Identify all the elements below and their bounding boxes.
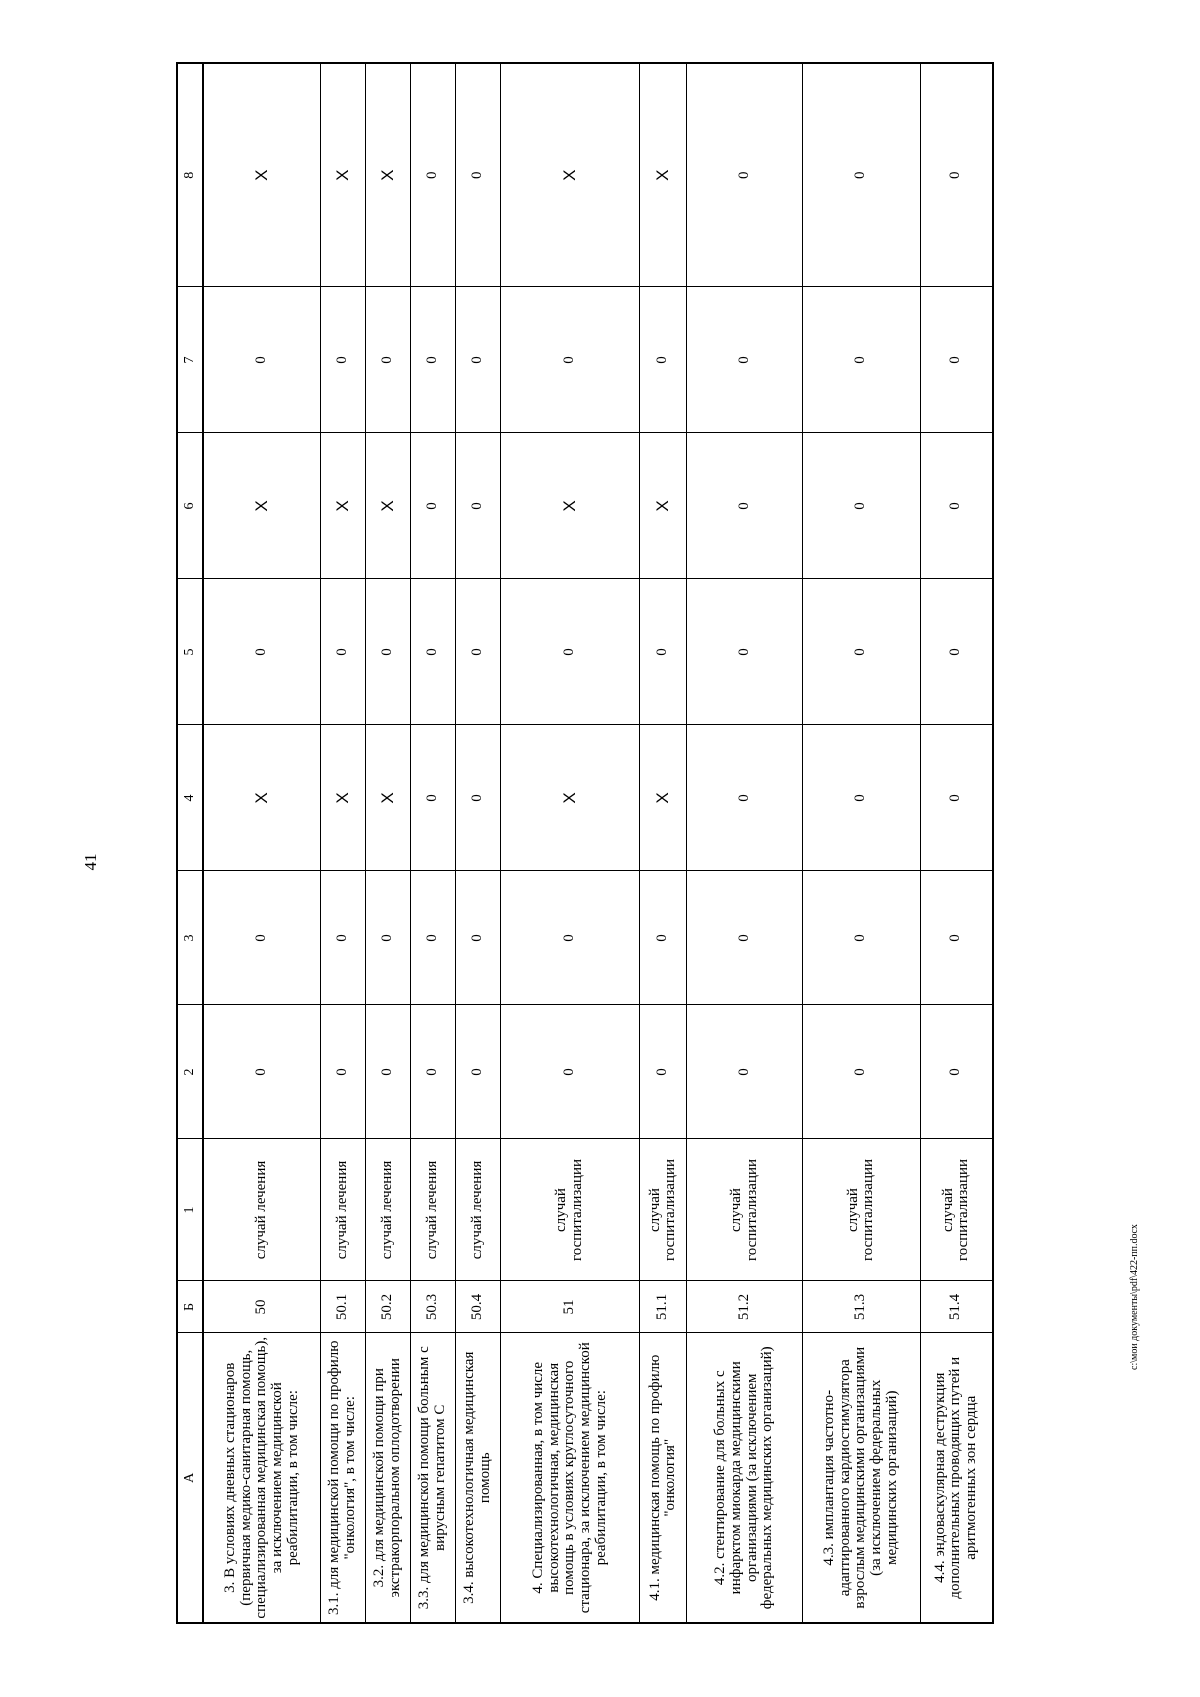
value-cell: 0 <box>321 287 366 433</box>
value-cell: 0 <box>640 287 687 433</box>
value-cell: 0 <box>687 871 803 1005</box>
value-cell: 0 <box>687 725 803 871</box>
row-label: 4. Специализированная, в том числе высокотехнологичная, медицинская помощь в условиях круглосуточного стационара, за исключением медицинской реабилитации, в том числе: <box>501 1333 640 1623</box>
value-cell: 0 <box>687 1005 803 1139</box>
value-cell: 0 <box>366 579 411 725</box>
col-header: 7 <box>177 287 203 433</box>
value-cell: X <box>501 725 640 871</box>
table-row <box>687 63 803 1623</box>
value-cell: 0 <box>321 579 366 725</box>
col-header: 1 <box>177 1139 203 1281</box>
row-label: 3.1. для медицинской помощи по профилю "онкология", в том числе: <box>321 1333 366 1623</box>
footer-file-path: c:\мои документы\pdf\422-пп.docx <box>1129 1224 1140 1370</box>
value-cell: 0 <box>456 63 501 287</box>
row-code: 51 <box>501 1281 640 1333</box>
value-cell: X <box>321 63 366 287</box>
col-header: Б <box>177 1281 203 1333</box>
table-row <box>411 63 456 1623</box>
value-cell: 0 <box>411 725 456 871</box>
value-cell: 0 <box>411 579 456 725</box>
value-cell: 0 <box>456 725 501 871</box>
unit-cell: случай лечения <box>321 1139 366 1281</box>
value-cell: X <box>640 63 687 287</box>
value-cell: 0 <box>802 63 920 287</box>
value-cell: 0 <box>366 1005 411 1139</box>
row-code: 50.3 <box>411 1281 456 1333</box>
value-cell: X <box>640 725 687 871</box>
unit-cell: случай госпитализации <box>802 1139 920 1281</box>
row-code: 50.1 <box>321 1281 366 1333</box>
row-label: 3.4. высокотехнологичная медицинская помощь <box>456 1333 501 1623</box>
row-code: 50.4 <box>456 1281 501 1333</box>
value-cell: 0 <box>203 871 321 1005</box>
row-code: 51.4 <box>920 1281 993 1333</box>
value-cell: 0 <box>366 871 411 1005</box>
value-cell: 0 <box>640 579 687 725</box>
value-cell: 0 <box>802 1005 920 1139</box>
value-cell: 0 <box>203 287 321 433</box>
value-cell: 0 <box>411 1005 456 1139</box>
value-cell: 0 <box>411 287 456 433</box>
table-row <box>456 63 501 1623</box>
value-cell: 0 <box>203 1005 321 1139</box>
table-row <box>802 63 920 1623</box>
table-row <box>501 63 640 1623</box>
value-cell: X <box>501 63 640 287</box>
row-label: 4.4. эндоваскулярная деструкция дополнительных проводящих путей и аритмогенных зон сердца <box>920 1333 993 1623</box>
value-cell: 0 <box>920 287 993 433</box>
rotated-table-container <box>176 64 994 1624</box>
value-cell: 0 <box>920 871 993 1005</box>
value-cell: 0 <box>501 1005 640 1139</box>
unit-cell: случай госпитализации <box>640 1139 687 1281</box>
row-label: 3.2. для медицинской помощи при экстракорпоральном оплодотворении <box>366 1333 411 1623</box>
value-cell: 0 <box>321 1005 366 1139</box>
col-header: 6 <box>177 433 203 579</box>
value-cell: 0 <box>456 579 501 725</box>
unit-cell: случай госпитализации <box>920 1139 993 1281</box>
unit-cell: случай лечения <box>366 1139 411 1281</box>
value-cell: X <box>321 433 366 579</box>
value-cell: 0 <box>802 433 920 579</box>
value-cell: 0 <box>411 63 456 287</box>
value-cell: X <box>203 63 321 287</box>
table-row <box>920 63 993 1623</box>
value-cell: 0 <box>687 433 803 579</box>
col-header: 8 <box>177 63 203 287</box>
value-cell: 0 <box>920 1005 993 1139</box>
value-cell: 0 <box>366 287 411 433</box>
unit-cell: случай лечения <box>456 1139 501 1281</box>
value-cell: X <box>203 433 321 579</box>
page-number: 41 <box>81 853 100 871</box>
value-cell: X <box>321 725 366 871</box>
value-cell: 0 <box>802 579 920 725</box>
value-cell: X <box>366 63 411 287</box>
value-cell: 0 <box>321 871 366 1005</box>
row-code: 51.1 <box>640 1281 687 1333</box>
value-cell: 0 <box>687 63 803 287</box>
row-label: 4.2. стентирование для больных с инфарктом миокарда медицинскими организациями (за исключением федеральных медицинских организаций) <box>687 1333 803 1623</box>
unit-cell: случай лечения <box>411 1139 456 1281</box>
col-header: 5 <box>177 579 203 725</box>
col-header: 4 <box>177 725 203 871</box>
value-cell: 0 <box>640 871 687 1005</box>
value-cell: 0 <box>456 433 501 579</box>
value-cell: X <box>501 433 640 579</box>
data-table <box>176 62 994 1624</box>
value-cell: 0 <box>456 871 501 1005</box>
value-cell: X <box>640 433 687 579</box>
row-code: 51.3 <box>802 1281 920 1333</box>
row-code: 50 <box>203 1281 321 1333</box>
value-cell: 0 <box>501 579 640 725</box>
row-label: 4.1. медицинская помощь по профилю "онкология" <box>640 1333 687 1623</box>
value-cell: 0 <box>920 433 993 579</box>
value-cell: X <box>366 433 411 579</box>
value-cell: 0 <box>920 579 993 725</box>
row-code: 51.2 <box>687 1281 803 1333</box>
value-cell: 0 <box>687 579 803 725</box>
value-cell: 0 <box>501 287 640 433</box>
value-cell: 0 <box>802 287 920 433</box>
value-cell: 0 <box>411 433 456 579</box>
value-cell: 0 <box>920 63 993 287</box>
unit-cell: случай госпитализации <box>687 1139 803 1281</box>
value-cell: 0 <box>456 287 501 433</box>
value-cell: 0 <box>802 871 920 1005</box>
value-cell: 0 <box>920 725 993 871</box>
col-header: А <box>177 1333 203 1623</box>
value-cell: 0 <box>203 579 321 725</box>
value-cell: 0 <box>501 871 640 1005</box>
value-cell: 0 <box>456 1005 501 1139</box>
table-header-row <box>177 63 203 1623</box>
table-row <box>366 63 411 1623</box>
value-cell: X <box>203 725 321 871</box>
value-cell: X <box>366 725 411 871</box>
row-label: 4.3. имплантация частотно-адаптированного кардиостимулятора взрослым медицинскими организациями (за исключением федеральных медицинских организаций) <box>802 1333 920 1623</box>
row-label: 3. В условиях дневных стационаров (первичная медико-санитарная помощь, специализированная медицинская помощь), за исключением медицинской реабилитации, в том числе: <box>203 1333 321 1623</box>
value-cell: 0 <box>687 287 803 433</box>
value-cell: 0 <box>640 1005 687 1139</box>
col-header: 3 <box>177 871 203 1005</box>
unit-cell: случай госпитализации <box>501 1139 640 1281</box>
row-label: 3.3. для медицинской помощи больным с вирусным гепатитом С <box>411 1333 456 1623</box>
table-row <box>321 63 366 1623</box>
unit-cell: случай лечения <box>203 1139 321 1281</box>
row-code: 50.2 <box>366 1281 411 1333</box>
value-cell: 0 <box>802 725 920 871</box>
value-cell: 0 <box>411 871 456 1005</box>
table-row <box>640 63 687 1623</box>
col-header: 2 <box>177 1005 203 1139</box>
table-row <box>203 63 321 1623</box>
